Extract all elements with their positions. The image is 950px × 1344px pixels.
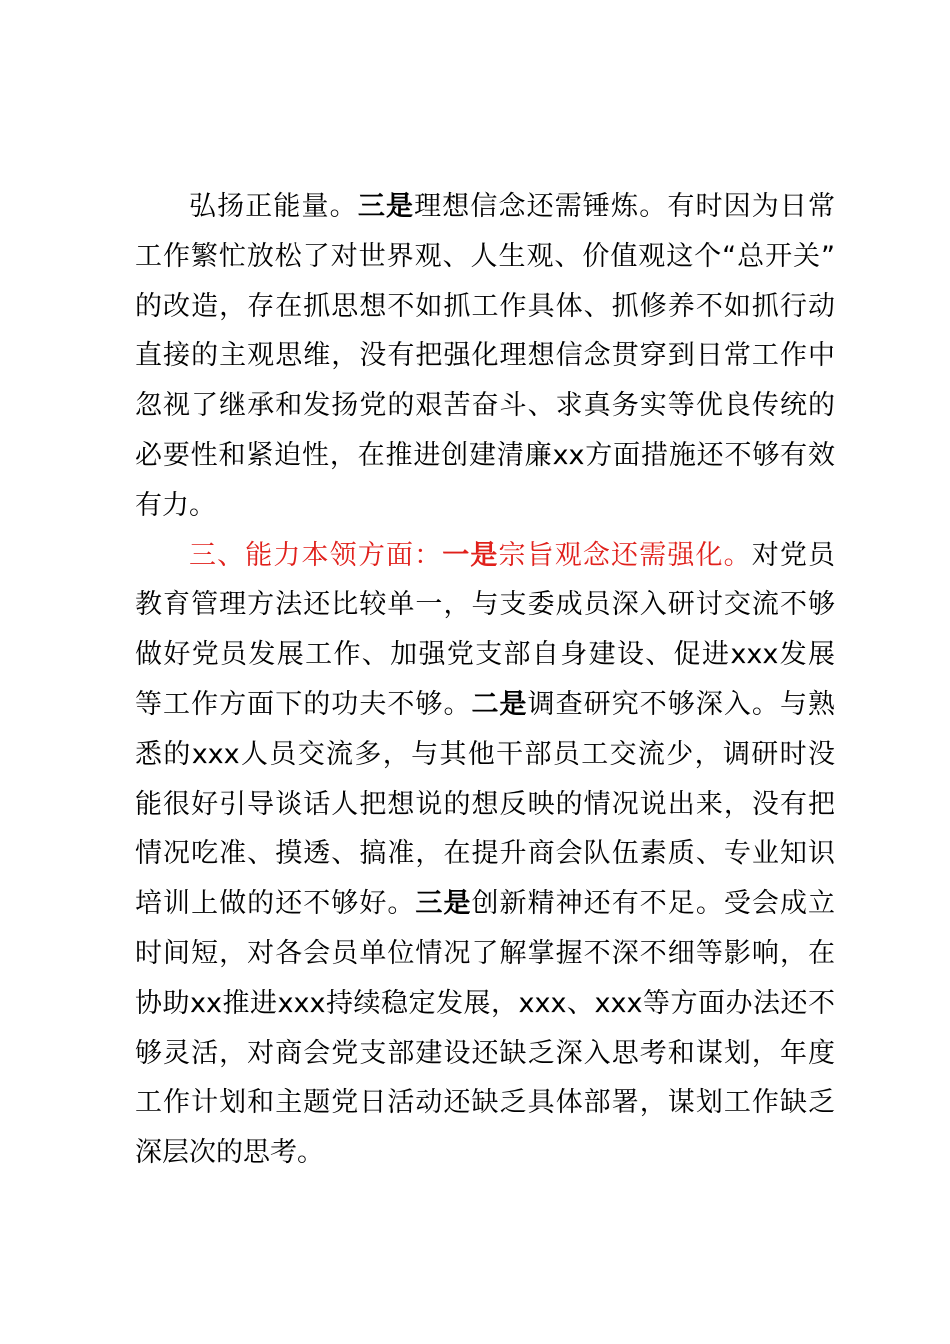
paragraph-line: 必要性和紧迫性，在推进创建清廉xx方面措施还不够有效 xyxy=(135,439,835,471)
paragraph-line: 教育管理方法还比较单一，与支委成员深入研讨交流不够 xyxy=(135,589,835,621)
paragraph-line: 悉的xxx人员交流多，与其他干部员工交流少，调研时没 xyxy=(135,738,835,770)
text-run: 理想信念还需锤炼。有时因为日常 xyxy=(414,191,836,222)
paragraph-line: 忽视了继承和发扬党的艰苦奋斗、求真务实等优良传统的 xyxy=(135,390,835,422)
section-heading-line xyxy=(135,531,835,581)
paragraph-line xyxy=(135,182,835,232)
text-run: 等工作方面下的功夫不够。 xyxy=(135,688,472,720)
bold-label: 一是 xyxy=(442,539,499,571)
paragraph-line: 工作计划和主题党日活动还缺乏具体部署，谋划工作缺乏 xyxy=(135,1087,835,1119)
paragraph-line: 做好党员发展工作、加强党支部自身建设、促进xxx发展 xyxy=(135,639,835,671)
text-run: 弘扬正能量。 xyxy=(189,191,358,222)
paragraph-line xyxy=(135,680,835,730)
section-subtitle: 宗旨观念还需强化。 xyxy=(498,539,752,571)
bold-label: 三是 xyxy=(357,191,415,222)
paragraph-line: 深层次的思考。 xyxy=(135,1137,324,1169)
bold-label: 三是 xyxy=(415,888,472,920)
text-run: 调查研究不够深入。与熟 xyxy=(527,688,836,720)
section-heading: 三、能力本领方面： xyxy=(189,539,443,571)
paragraph-line: 能很好引导谈话人把想说的想反映的情况说出来，没有把 xyxy=(135,788,835,820)
paragraph-line: 协助xx推进xxx持续稳定发展，xxx、xxx等方面办法还不 xyxy=(135,987,835,1019)
text-run: 对党员 xyxy=(751,539,836,571)
paragraph-line: 情况吃准、摸透、搞准，在提升商会队伍素质、专业知识 xyxy=(135,838,835,870)
paragraph-line: 时间短，对各会员单位情况了解掌握不深不细等影响，在 xyxy=(135,937,835,969)
paragraph-line: 够灵活，对商会党支部建设还缺乏深入思考和谋划，年度 xyxy=(135,1037,835,1069)
bold-label: 二是 xyxy=(471,688,528,720)
paragraph-line: 的改造，存在抓思想不如抓工作具体、抓修养不如抓行动 xyxy=(135,290,835,322)
document-body xyxy=(135,182,835,1178)
text-run: 培训上做的还不够好。 xyxy=(135,888,416,920)
paragraph-line xyxy=(135,879,835,929)
paragraph-line: 直接的主观思维，没有把强化理想信念贯穿到日常工作中 xyxy=(135,340,835,372)
text-run: 创新精神还有不足。受会成立 xyxy=(471,888,836,920)
paragraph-line: 有力。 xyxy=(135,489,216,521)
paragraph-line: 工作繁忙放松了对世界观、人生观、价值观这个“总开关” xyxy=(135,240,835,272)
